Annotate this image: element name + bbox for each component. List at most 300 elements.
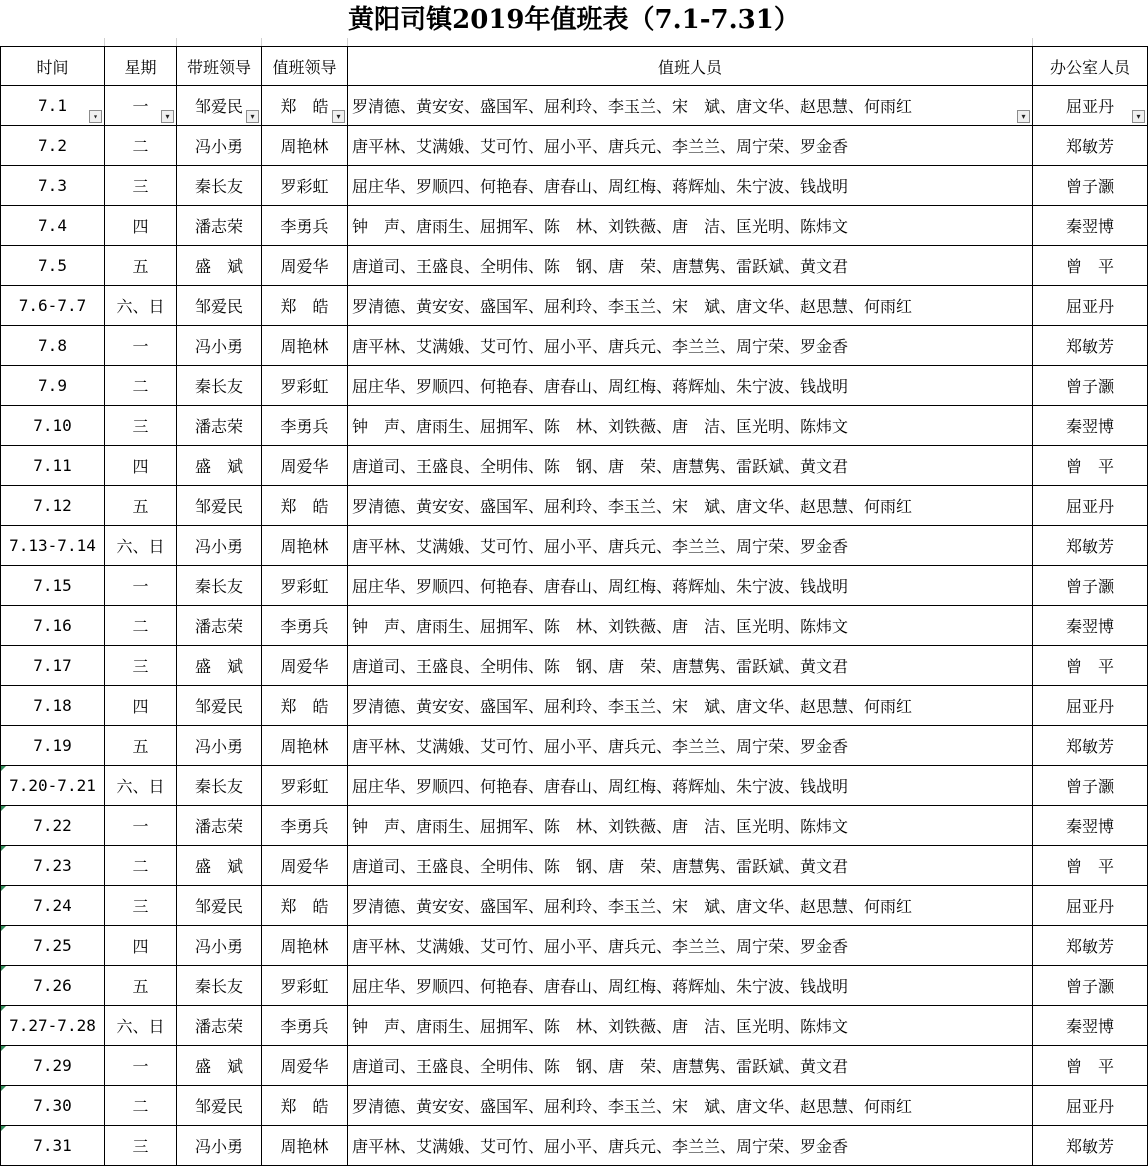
cell-duty-lead[interactable] (262, 1086, 348, 1126)
cell-staff-text: 唐道司、王盛良、全明伟、陈 钢、唐 荣、唐慧隽、雷跃斌、黄文君 (352, 1057, 849, 1076)
cell-weekday-text: 一 (132, 337, 149, 356)
cell-duty-lead[interactable] (262, 206, 348, 246)
cell-weekday[interactable] (105, 726, 177, 766)
cell-date-text: 7.15 (33, 576, 72, 595)
cell-staff[interactable] (348, 1006, 1033, 1046)
table-row (1, 766, 1148, 806)
cell-weekday[interactable] (105, 766, 177, 806)
cell-duty-lead-text: 周艳林 (280, 937, 329, 956)
cell-lead[interactable] (177, 166, 262, 206)
cell-duty-lead[interactable] (262, 406, 348, 446)
cell-date-text: 7.9 (38, 376, 67, 395)
cell-date-text: 7.5 (38, 256, 67, 275)
table-row (1, 1046, 1148, 1086)
cell-date-text: 7.26 (33, 976, 72, 995)
cell-weekday[interactable] (105, 846, 177, 886)
cell-duty-lead[interactable] (262, 646, 348, 686)
cell-weekday[interactable] (105, 606, 177, 646)
cell-duty-lead-text: 李勇兵 (280, 217, 329, 236)
cell-weekday[interactable] (105, 1006, 177, 1046)
table-row (1, 606, 1148, 646)
cell-lead[interactable] (177, 806, 262, 846)
cell-date[interactable] (1, 566, 105, 606)
cell-weekday[interactable] (105, 286, 177, 326)
cell-lead[interactable] (177, 286, 262, 326)
cell-weekday[interactable] (105, 806, 177, 846)
cell-duty-lead[interactable] (262, 166, 348, 206)
cell-office[interactable] (1033, 846, 1148, 886)
cell-staff[interactable] (348, 766, 1033, 806)
cell-date[interactable] (1, 206, 105, 246)
cell-office-text: 秦翌博 (1065, 417, 1114, 436)
cell-office-text: 秦翌博 (1065, 1017, 1114, 1036)
cell-staff[interactable] (348, 1126, 1033, 1166)
cell-office[interactable] (1033, 446, 1148, 486)
cell-weekday[interactable] (105, 966, 177, 1006)
table-row (1, 326, 1148, 366)
cell-office[interactable] (1033, 966, 1148, 1006)
cell-staff[interactable] (348, 166, 1033, 206)
cell-duty-lead[interactable] (262, 486, 348, 526)
cell-duty-lead-text: 周爱华 (280, 457, 329, 476)
cell-date[interactable] (1, 326, 105, 366)
cell-duty-lead-text: 郑 皓 (280, 1097, 329, 1116)
cell-office[interactable] (1033, 1006, 1148, 1046)
cell-duty-lead[interactable] (262, 446, 348, 486)
cell-office-text: 屈亚丹 (1065, 697, 1114, 716)
cell-office[interactable] (1033, 366, 1148, 406)
cell-weekday[interactable] (105, 126, 177, 166)
cell-marker-icon (1, 766, 6, 771)
cell-duty-lead[interactable] (262, 566, 348, 606)
cell-staff[interactable] (348, 686, 1033, 726)
cell-staff-text: 唐平林、艾满娥、艾可竹、屈小平、唐兵元、李兰兰、周宁荣、罗金香 (352, 1137, 849, 1156)
cell-date[interactable] (1, 966, 105, 1006)
cell-staff[interactable] (348, 86, 1033, 126)
cell-staff-text: 屈庄华、罗顺四、何艳春、唐春山、周红梅、蒋辉灿、朱宁波、钱战明 (352, 777, 849, 796)
cell-lead[interactable] (177, 766, 262, 806)
cell-office[interactable] (1033, 806, 1148, 846)
cell-date[interactable] (1, 526, 105, 566)
cell-duty-lead[interactable] (262, 366, 348, 406)
cell-staff-text: 罗清德、黄安安、盛国军、屈利玲、李玉兰、宋 斌、唐文华、赵思慧、何雨红 (352, 697, 913, 716)
cell-staff[interactable] (348, 446, 1033, 486)
cell-weekday[interactable] (105, 1046, 177, 1086)
cell-date-text: 7.3 (38, 176, 67, 195)
cell-staff[interactable] (348, 326, 1033, 366)
cell-office[interactable] (1033, 566, 1148, 606)
cell-staff[interactable] (348, 206, 1033, 246)
cell-weekday-text: 五 (132, 497, 149, 516)
filter-dropdown-icon[interactable]: ▾ (89, 110, 102, 123)
cell-lead[interactable] (177, 326, 262, 366)
cell-lead[interactable] (177, 846, 262, 886)
cell-lead[interactable] (177, 686, 262, 726)
cell-duty-lead-text: 周艳林 (280, 737, 329, 756)
cell-office[interactable] (1033, 1046, 1148, 1086)
cell-staff-text: 屈庄华、罗顺四、何艳春、唐春山、周红梅、蒋辉灿、朱宁波、钱战明 (352, 377, 849, 396)
table-row (1, 1086, 1148, 1126)
cell-duty-lead[interactable] (262, 606, 348, 646)
cell-duty-lead-text: 郑 皓 (280, 897, 329, 916)
cell-office[interactable] (1033, 1126, 1148, 1166)
cell-office[interactable] (1033, 286, 1148, 326)
cell-staff-text: 屈庄华、罗顺四、何艳春、唐春山、周红梅、蒋辉灿、朱宁波、钱战明 (352, 977, 849, 996)
filter-dropdown-icon[interactable]: ▾ (1132, 110, 1145, 123)
table-row (1, 846, 1148, 886)
cell-lead-text: 冯小勇 (194, 337, 243, 356)
filter-dropdown-icon[interactable]: ▾ (161, 110, 174, 123)
cell-lead[interactable] (177, 486, 262, 526)
cell-office-text: 曾 平 (1065, 657, 1114, 676)
cell-lead-text: 冯小勇 (194, 737, 243, 756)
cell-staff[interactable] (348, 806, 1033, 846)
cell-duty-lead[interactable] (262, 726, 348, 766)
cell-lead[interactable] (177, 606, 262, 646)
cell-staff-text: 唐道司、王盛良、全明伟、陈 钢、唐 荣、唐慧隽、雷跃斌、黄文君 (352, 857, 849, 876)
table-row (1, 126, 1148, 166)
header-lead: 带班领导 (177, 47, 262, 86)
cell-weekday-text: 二 (132, 617, 149, 636)
table-header-row (1, 47, 1148, 86)
cell-date-text: 7.1 (38, 96, 67, 115)
table-row (1, 166, 1148, 206)
cell-lead[interactable] (177, 126, 262, 166)
cell-lead[interactable] (177, 926, 262, 966)
cell-duty-lead-text: 周艳林 (280, 537, 329, 556)
cell-date[interactable] (1, 486, 105, 526)
cell-duty-lead-text: 周艳林 (280, 1137, 329, 1156)
cell-staff[interactable] (348, 126, 1033, 166)
cell-duty-lead[interactable] (262, 926, 348, 966)
filter-dropdown-icon[interactable]: ▾ (1017, 110, 1030, 123)
cell-duty-lead[interactable] (262, 686, 348, 726)
cell-lead[interactable] (177, 526, 262, 566)
cell-marker-icon (1, 966, 6, 971)
cell-staff-text: 罗清德、黄安安、盛国军、屈利玲、李玉兰、宋 斌、唐文华、赵思慧、何雨红 (352, 297, 913, 316)
cell-staff[interactable] (348, 726, 1033, 766)
cell-staff[interactable] (348, 1046, 1033, 1086)
table-row (1, 726, 1148, 766)
cell-lead-text: 秦长友 (194, 777, 243, 796)
cell-staff[interactable] (348, 1086, 1033, 1126)
cell-weekday-text: 一 (132, 817, 149, 836)
cell-lead-text: 冯小勇 (194, 137, 243, 156)
cell-weekday-text: 六、日 (116, 777, 165, 796)
cell-office-text: 秦翌博 (1065, 217, 1114, 236)
cell-weekday[interactable] (105, 646, 177, 686)
cell-lead-text: 潘志荣 (194, 817, 243, 836)
table-row (1, 926, 1148, 966)
cell-staff-text: 屈庄华、罗顺四、何艳春、唐春山、周红梅、蒋辉灿、朱宁波、钱战明 (352, 177, 849, 196)
cell-weekday[interactable] (105, 886, 177, 926)
cell-office[interactable] (1033, 206, 1148, 246)
cell-weekday[interactable] (105, 1126, 177, 1166)
cell-lead-text: 盛 斌 (194, 657, 243, 676)
cell-date[interactable] (1, 286, 105, 326)
cell-lead[interactable] (177, 1086, 262, 1126)
cell-date[interactable] (1, 446, 105, 486)
cell-date[interactable] (1, 406, 105, 446)
cell-date[interactable] (1, 806, 105, 846)
cell-lead[interactable] (177, 366, 262, 406)
cell-lead-text: 冯小勇 (194, 1137, 243, 1156)
cell-date-text: 7.13-7.14 (9, 536, 96, 555)
cell-weekday[interactable] (105, 446, 177, 486)
cell-duty-lead[interactable] (262, 326, 348, 366)
cell-weekday-text: 六、日 (116, 1017, 165, 1036)
cell-office[interactable] (1033, 646, 1148, 686)
header-duty-lead: 值班领导 (262, 47, 348, 86)
page-title: 黄阳司镇2019年值班表（7.1-7.31） (348, 5, 800, 35)
cell-weekday-text: 一 (132, 577, 149, 596)
cell-weekday[interactable] (105, 526, 177, 566)
cell-duty-lead-text: 罗彩虹 (280, 977, 329, 996)
cell-lead[interactable] (177, 246, 262, 286)
cell-office[interactable] (1033, 166, 1148, 206)
cell-weekday-text: 一 (132, 1057, 149, 1076)
cell-office[interactable] (1033, 246, 1148, 286)
cell-date[interactable] (1, 646, 105, 686)
cell-office[interactable] (1033, 766, 1148, 806)
cell-lead[interactable] (177, 966, 262, 1006)
cell-weekday-text: 五 (132, 977, 149, 996)
cell-office[interactable] (1033, 126, 1148, 166)
cell-weekday[interactable] (105, 486, 177, 526)
cell-weekday[interactable] (105, 246, 177, 286)
table-row (1, 566, 1148, 606)
table-row (1, 366, 1148, 406)
cell-duty-lead[interactable] (262, 526, 348, 566)
cell-staff[interactable] (348, 246, 1033, 286)
cell-duty-lead[interactable] (262, 1006, 348, 1046)
cell-duty-lead[interactable] (262, 1046, 348, 1086)
table-row (1, 886, 1148, 926)
cell-office[interactable] (1033, 726, 1148, 766)
cell-lead[interactable] (177, 446, 262, 486)
cell-weekday[interactable] (105, 366, 177, 406)
table-row (1, 446, 1148, 486)
table-row (1, 686, 1148, 726)
cell-office[interactable] (1033, 1086, 1148, 1126)
cell-office[interactable] (1033, 686, 1148, 726)
cell-staff[interactable] (348, 886, 1033, 926)
cell-office-text: 曾子灏 (1065, 777, 1114, 796)
cell-duty-lead[interactable] (262, 1126, 348, 1166)
cell-lead-text: 冯小勇 (194, 537, 243, 556)
cell-lead-text: 邹爱民 (194, 497, 243, 516)
cell-date[interactable] (1, 606, 105, 646)
cell-office[interactable] (1033, 86, 1148, 126)
cell-lead[interactable] (177, 646, 262, 686)
cell-office-text: 曾 平 (1065, 257, 1114, 276)
cell-date-text: 7.22 (33, 816, 72, 835)
cell-office[interactable] (1033, 326, 1148, 366)
cell-duty-lead[interactable] (262, 286, 348, 326)
cell-staff-text: 唐道司、王盛良、全明伟、陈 钢、唐 荣、唐慧隽、雷跃斌、黄文君 (352, 657, 849, 676)
cell-date-text: 7.8 (38, 336, 67, 355)
cell-date[interactable] (1, 366, 105, 406)
header-office: 办公室人员 (1033, 47, 1148, 86)
cell-lead-text: 盛 斌 (194, 857, 243, 876)
cell-staff-text: 唐道司、王盛良、全明伟、陈 钢、唐 荣、唐慧隽、雷跃斌、黄文君 (352, 257, 849, 276)
cell-duty-lead-text: 李勇兵 (280, 617, 329, 636)
cell-office-text: 曾子灏 (1065, 577, 1114, 596)
cell-staff-text: 罗清德、黄安安、盛国军、屈利玲、李玉兰、宋 斌、唐文华、赵思慧、何雨红 (352, 497, 913, 516)
cell-weekday[interactable] (105, 926, 177, 966)
cell-weekday[interactable] (105, 1086, 177, 1126)
cell-date-text: 7.17 (33, 656, 72, 675)
cell-office-text: 秦翌博 (1065, 617, 1114, 636)
cell-date[interactable] (1, 1126, 105, 1166)
cell-marker-icon (1, 926, 6, 931)
table-row (1, 206, 1148, 246)
cell-lead-text: 潘志荣 (194, 217, 243, 236)
cell-duty-lead[interactable] (262, 846, 348, 886)
cell-weekday[interactable] (105, 206, 177, 246)
cell-duty-lead-text: 周爱华 (280, 257, 329, 276)
cell-lead-text: 秦长友 (194, 977, 243, 996)
cell-duty-lead-text: 李勇兵 (280, 417, 329, 436)
cell-office[interactable] (1033, 886, 1148, 926)
cell-duty-lead-text: 周艳林 (280, 337, 329, 356)
cell-duty-lead[interactable] (262, 126, 348, 166)
cell-date[interactable] (1, 86, 105, 126)
cell-staff[interactable] (348, 846, 1033, 886)
cell-lead[interactable] (177, 566, 262, 606)
cell-weekday-text: 四 (132, 217, 149, 236)
table-row (1, 966, 1148, 1006)
cell-date-text: 7.20-7.21 (9, 776, 96, 795)
cell-staff-text: 罗清德、黄安安、盛国军、屈利玲、李玉兰、宋 斌、唐文华、赵思慧、何雨红 (352, 897, 913, 916)
cell-office-text: 屈亚丹 (1065, 1097, 1114, 1116)
cell-lead-text: 潘志荣 (194, 417, 243, 436)
table-row (1, 1126, 1148, 1166)
cell-date[interactable] (1, 886, 105, 926)
cell-lead[interactable] (177, 86, 262, 126)
cell-weekday-text: 三 (132, 1137, 149, 1156)
cell-weekday[interactable] (105, 686, 177, 726)
cell-duty-lead[interactable] (262, 246, 348, 286)
cell-staff[interactable] (348, 486, 1033, 526)
cell-staff[interactable] (348, 566, 1033, 606)
cell-date[interactable] (1, 1046, 105, 1086)
cell-staff[interactable] (348, 526, 1033, 566)
cell-weekday[interactable] (105, 166, 177, 206)
cell-office[interactable] (1033, 406, 1148, 446)
cell-date[interactable] (1, 926, 105, 966)
cell-date[interactable] (1, 846, 105, 886)
cell-weekday-text: 六、日 (116, 297, 165, 316)
cell-office[interactable] (1033, 526, 1148, 566)
cell-date-text: 7.2 (38, 136, 67, 155)
cell-staff[interactable] (348, 406, 1033, 446)
cell-weekday[interactable] (105, 86, 177, 126)
cell-date[interactable] (1, 166, 105, 206)
cell-lead[interactable] (177, 206, 262, 246)
cell-staff[interactable] (348, 606, 1033, 646)
cell-duty-lead-text: 罗彩虹 (280, 777, 329, 796)
table-row (1, 486, 1148, 526)
cell-duty-lead-text: 周爱华 (280, 657, 329, 676)
cell-staff[interactable] (348, 926, 1033, 966)
cell-date[interactable] (1, 126, 105, 166)
cell-duty-lead[interactable] (262, 86, 348, 126)
cell-office[interactable] (1033, 606, 1148, 646)
cell-duty-lead[interactable] (262, 966, 348, 1006)
table-row (1, 1006, 1148, 1046)
cell-marker-icon (1, 886, 6, 891)
cell-weekday[interactable] (105, 406, 177, 446)
cell-weekday-text: 四 (132, 937, 149, 956)
cell-weekday-text: 一 (132, 97, 149, 116)
cell-lead[interactable] (177, 406, 262, 446)
cell-marker-icon (1, 1086, 6, 1091)
cell-duty-lead-text: 周艳林 (280, 137, 329, 156)
filter-dropdown-icon[interactable]: ▾ (332, 110, 345, 123)
cell-date-text: 7.25 (33, 936, 72, 955)
cell-staff[interactable] (348, 966, 1033, 1006)
cell-date[interactable] (1, 246, 105, 286)
cell-staff-text: 屈庄华、罗顺四、何艳春、唐春山、周红梅、蒋辉灿、朱宁波、钱战明 (352, 577, 849, 596)
cell-staff-text: 唐道司、王盛良、全明伟、陈 钢、唐 荣、唐慧隽、雷跃斌、黄文君 (352, 457, 849, 476)
cell-date[interactable] (1, 1086, 105, 1126)
cell-lead[interactable] (177, 726, 262, 766)
cell-lead[interactable] (177, 1006, 262, 1046)
cell-weekday-text: 三 (132, 897, 149, 916)
filter-dropdown-icon[interactable]: ▾ (246, 110, 259, 123)
cell-weekday[interactable] (105, 326, 177, 366)
cell-weekday-text: 五 (132, 737, 149, 756)
cell-lead-text: 邹爱民 (194, 97, 243, 116)
cell-date[interactable] (1, 686, 105, 726)
cell-lead-text: 邹爱民 (194, 697, 243, 716)
cell-lead[interactable] (177, 1046, 262, 1086)
cell-duty-lead-text: 周爱华 (280, 1057, 329, 1076)
duty-schedule-table (0, 46, 1148, 1166)
cell-lead-text: 秦长友 (194, 577, 243, 596)
cell-office-text: 曾 平 (1065, 1057, 1114, 1076)
cell-duty-lead[interactable] (262, 886, 348, 926)
cell-duty-lead[interactable] (262, 766, 348, 806)
cell-office-text: 曾 平 (1065, 457, 1114, 476)
cell-date-text: 7.23 (33, 856, 72, 875)
header-date: 时间 (1, 47, 105, 86)
cell-staff[interactable] (348, 366, 1033, 406)
cell-date[interactable] (1, 1006, 105, 1046)
cell-weekday[interactable] (105, 566, 177, 606)
cell-duty-lead-text: 罗彩虹 (280, 177, 329, 196)
header-weekday: 星期 (105, 47, 177, 86)
cell-date[interactable] (1, 766, 105, 806)
header-staff: 值班人员 (348, 47, 1033, 86)
cell-duty-lead[interactable] (262, 806, 348, 846)
cell-staff[interactable] (348, 646, 1033, 686)
table-row (1, 806, 1148, 846)
cell-weekday-text: 三 (132, 417, 149, 436)
cell-office-text: 曾子灏 (1065, 177, 1114, 196)
cell-date-text: 7.27-7.28 (9, 1016, 96, 1035)
cell-office[interactable] (1033, 926, 1148, 966)
cell-lead[interactable] (177, 886, 262, 926)
cell-duty-lead-text: 李勇兵 (280, 1017, 329, 1036)
cell-duty-lead-text: 罗彩虹 (280, 577, 329, 596)
cell-office[interactable] (1033, 486, 1148, 526)
cell-date[interactable] (1, 726, 105, 766)
cell-lead-text: 邹爱民 (194, 897, 243, 916)
cell-lead[interactable] (177, 1126, 262, 1166)
cell-staff[interactable] (348, 286, 1033, 326)
